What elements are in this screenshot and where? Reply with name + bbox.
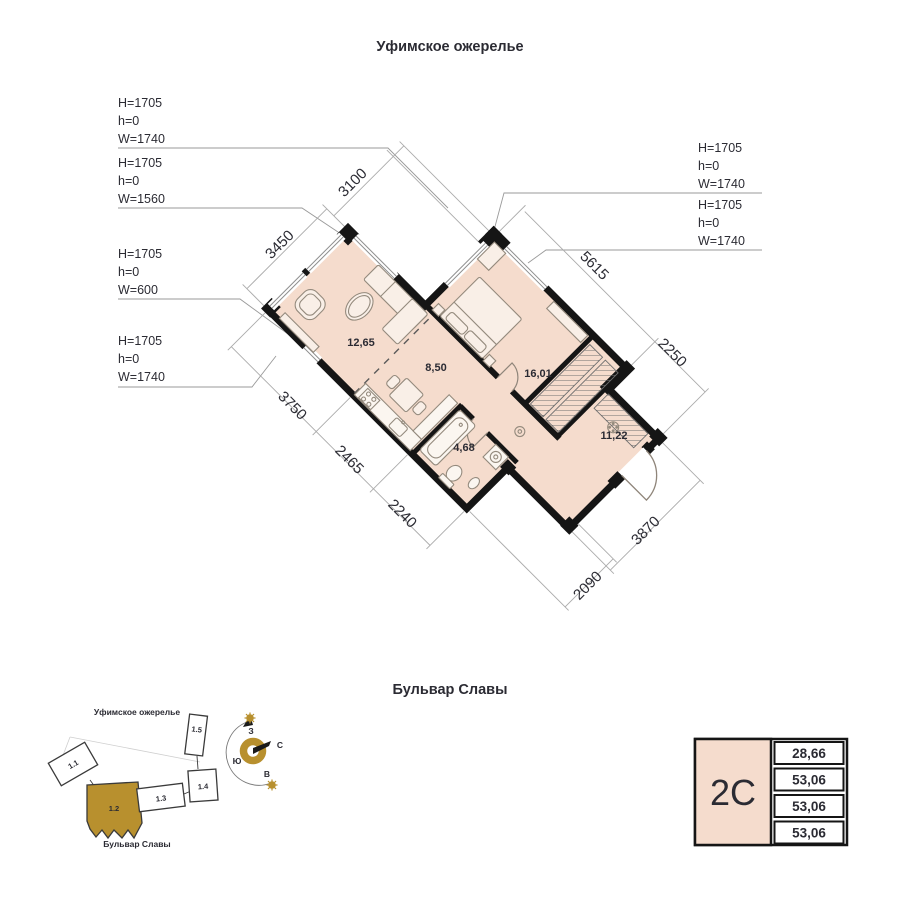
site-street-label: Бульвар Славы [103,839,171,849]
floor-plan [202,103,754,655]
building-1-3 [137,783,185,811]
compass-south: Ю [232,756,242,766]
dim-label: 2240 [384,496,420,532]
dim-label: 5615 [576,248,612,284]
room-area-bathroom: 4,68 [453,442,475,454]
window-annotation: H=1705 h=0 W=1740 [698,141,745,191]
sun-icon [267,780,278,791]
building-1-1 [48,742,97,786]
building-1-5 [185,714,208,756]
window-annotation: H=1705 h=0 W=1560 [118,156,165,206]
legend-table [695,739,847,845]
apartment-outline [268,160,677,569]
svg-text:1.5: 1.5 [191,724,203,735]
dim-label: 3750 [274,388,310,424]
room-area-living: 12,65 [347,337,375,349]
legend-value: 28,66 [792,746,826,761]
room-area-kitchen: 8,50 [425,362,447,374]
legend-value: 53,06 [792,772,826,788]
window-annotation: H=1705 h=0 W=600 [118,247,163,297]
site-complex-label: Уфимское ожерелье [93,707,181,717]
site-plan [48,707,218,849]
compass [226,713,283,791]
street-label: Бульвар Славы [392,682,508,698]
window-annotation: H=1705 h=0 W=1740 [698,198,745,248]
building-1-4 [188,769,218,802]
window-annotation: H=1705 h=0 W=1740 [118,96,165,146]
svg-text:1.4: 1.4 [197,781,209,792]
svg-text:1.2: 1.2 [108,804,120,813]
building-1-2-highlighted [87,782,142,838]
dim-label: 3870 [628,513,664,549]
page-title: Уфимское ожерелье [376,39,524,55]
window-annotation: H=1705 h=0 W=1740 [118,334,165,384]
svg-text:1.3: 1.3 [155,793,167,804]
dim-label: 3450 [262,227,298,263]
compass-north: С [276,740,284,750]
legend-value: 53,06 [792,799,826,814]
compass-east: В [263,769,271,779]
window-annotations-right [493,141,762,263]
legend-value: 53,06 [792,825,826,841]
dim-label: 2250 [654,335,690,371]
svg-text:1.1: 1.1 [66,757,81,771]
dim-label: 3100 [335,165,371,201]
apartment-type: 2С [709,772,757,813]
sun-icon [245,713,256,724]
dim-label: 2090 [570,568,606,604]
compass-west: З [248,726,254,736]
dim-label: 2465 [331,442,367,478]
room-area-hallway: 11,22 [600,430,628,442]
room-area-bedroom: 16,01 [524,368,552,380]
